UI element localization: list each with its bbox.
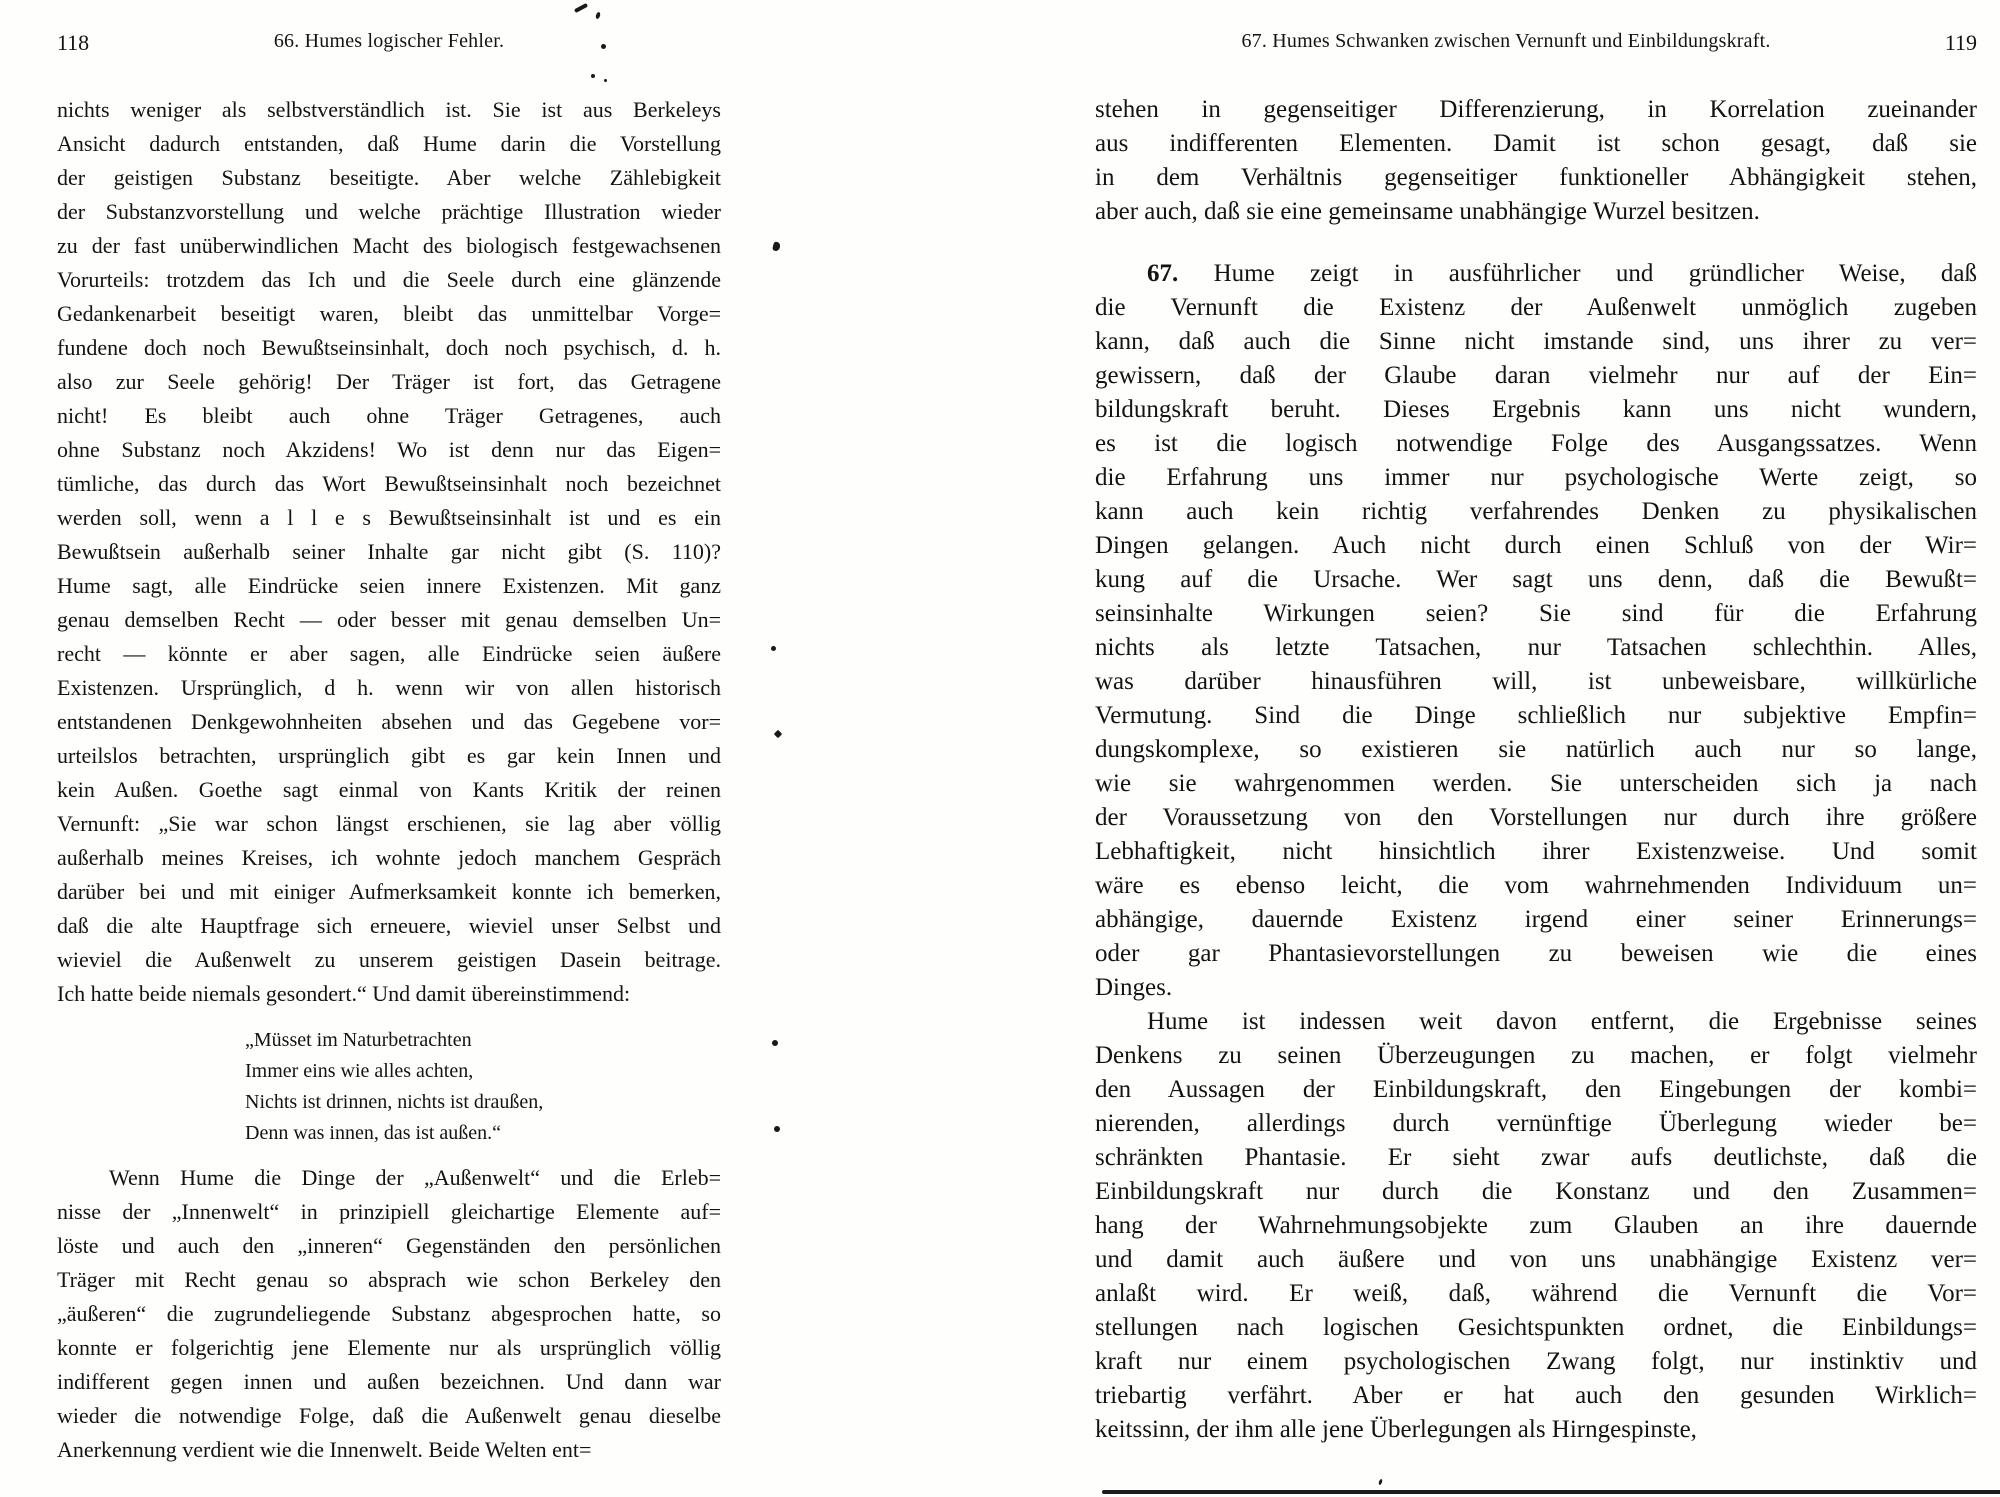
text-line: kann auch kein richtig verfahrendes Denken zu physikalischen <box>1095 498 1977 525</box>
text-line: nichts als letzte Tatsachen, nur Tatsachen schlechthin. Alles, <box>1095 634 1977 661</box>
text-line: Nichts ist drinnen, nichts ist draußen, <box>245 1091 544 1113</box>
text-line: „äußeren“ die zugrundeliegende Substanz abgesprochen hatte, so <box>57 1301 721 1326</box>
scan-edge-line <box>1102 1490 2000 1494</box>
text-line: recht — könnte er aber sagen, alle Eindrücke seien äußere <box>57 641 721 666</box>
text-line: Dinges. <box>1095 974 1173 1001</box>
text-line: nichts weniger als selbstverständlich ist. Sie ist aus Berkeleys <box>57 97 721 122</box>
ink-speck <box>774 1126 780 1132</box>
chapter-title: 66. Humes logischer Fehler. <box>273 30 505 52</box>
text-line: zu der fast unüberwindlichen Macht des biologisch festgewachsenen <box>57 233 721 258</box>
text-line: nicht! Es bleibt auch ohne Träger Getragenes, auch <box>57 403 721 428</box>
ink-speck <box>601 44 606 49</box>
text-line: Existenzen. Ursprünglich, d h. wenn wir von allen historisch <box>57 675 721 700</box>
text-line: Vermutung. Sind die Dinge schließlich nur subjektive Empfin= <box>1095 702 1977 729</box>
ink-speck <box>604 79 607 82</box>
text-line: „Müsset im Naturbetrachten <box>245 1029 472 1051</box>
text-line: keitssinn, der ihm alle jene Überlegungen als Hirngespinste, <box>1095 1416 1697 1443</box>
text-line: Vorurteils: trotzdem das Ich und die Seele durch eine glänzende <box>57 267 721 292</box>
paragraph <box>1095 257 1977 1005</box>
text-line: kung auf die Ursache. Wer sagt uns denn, daß die Bewußt= <box>1095 566 1977 593</box>
text-line: Einbildungskraft nur durch die Konstanz und den Zusammen= <box>1095 1178 1977 1205</box>
text-line: wieder die notwendige Folge, daß die Außenwelt genau dieselbe <box>57 1403 721 1428</box>
text-line: Hume ist indessen weit davon entfernt, die Ergebnisse seines <box>1147 1008 1977 1035</box>
text-line: in dem Verhältnis gegenseitiger funktioneller Abhängigkeit stehen, <box>1095 164 1977 191</box>
paragraph <box>1095 93 1977 229</box>
page-body <box>57 93 721 1467</box>
text-line: seinsinhalte Wirkungen seien? Sie sind für die Erfahrung <box>1095 600 1977 627</box>
verse-block <box>245 1025 721 1149</box>
ink-speck <box>772 1040 778 1046</box>
text-line: nisse der „Innenwelt“ in prinzipiell gleichartige Elemente auf= <box>57 1199 721 1224</box>
text-line: daß die alte Hauptfrage sich erneuere, wieviel unser Selbst und <box>57 913 721 938</box>
text-line: Ich hatte beide niemals gesondert.“ Und damit übereinstimmend: <box>57 981 631 1006</box>
text-line: Anerkennung verdient wie die Innenwelt. Beide Welten ent= <box>57 1437 592 1462</box>
text-line: löste und auch den „inneren“ Gegenständen den persönlichen <box>57 1233 721 1258</box>
text-line: dungskomplexe, so existieren sie natürlich auch nur so lange, <box>1095 736 1977 763</box>
ink-speck <box>591 74 595 78</box>
text-line: schränkten Phantasie. Er sieht zwar aufs deutlichste, daß die <box>1095 1144 1977 1171</box>
text-line: anlaßt wird. Er weiß, daß, während die Vernunft die Vor= <box>1095 1280 1977 1307</box>
text-line: bildungskraft beruht. Dieses Ergebnis kann uns nicht wundern, <box>1095 396 1977 423</box>
text-line: Wenn Hume die Dinge der „Außenwelt“ und die Erleb= <box>109 1165 721 1190</box>
page-header <box>1095 30 1977 64</box>
text-line: der Voraussetzung von den Vorstellungen nur durch ihre größere <box>1095 804 1977 831</box>
text-line: Gedankenarbeit beseitigt waren, bleibt das unmittelbar Vorge= <box>57 301 721 326</box>
ink-speck <box>774 730 782 738</box>
text-line: abhängige, dauernde Existenz irgend einer seiner Erinnerungs= <box>1095 906 1977 933</box>
text-line: Hume sagt, alle Eindrücke seien innere Existenzen. Mit ganz <box>57 573 721 598</box>
text-line: Träger mit Recht genau so absprach wie schon Berkeley den <box>57 1267 721 1292</box>
paragraph <box>57 1161 721 1467</box>
text-line: nierenden, allerdings durch vernünftige Überlegung wieder be= <box>1095 1110 1977 1137</box>
page-118 <box>57 30 721 1467</box>
text-line: stehen in gegenseitiger Differenzierung, in Korrelation zueinander <box>1095 96 1977 123</box>
text-line: der geistigen Substanz beseitigte. Aber welche Zählebigkeit <box>57 165 721 190</box>
page-header <box>57 30 721 64</box>
text-line: die Erfahrung uns immer nur psychologische Werte zeigt, so <box>1095 464 1977 491</box>
text-line: Vernunft: „Sie war schon längst erschienen, sie lag aber völlig <box>57 811 721 836</box>
chapter-title: 67. Humes Schwanken zwischen Vernunft und Einbildungskraft. <box>1241 30 1771 52</box>
text-line: wie sie wahrgenommen werden. Sie unterscheiden sich ja nach <box>1095 770 1977 797</box>
text-line: ohne Substanz noch Akzidens! Wo ist denn nur das Eigen= <box>57 437 721 462</box>
text-line: die Vernunft die Existenz der Außenwelt unmöglich zugeben <box>1095 294 1977 321</box>
text-line: darüber bei und mit einiger Aufmerksamkeit konnte ich bemerken, <box>57 879 721 904</box>
paragraph <box>57 93 721 1011</box>
text-line: Denkens zu seinen Überzeugungen zu machen, er folgt vielmehr <box>1095 1042 1977 1069</box>
ink-speck <box>771 646 776 651</box>
text-line: aus indifferenten Elementen. Damit ist schon gesagt, daß sie <box>1095 130 1977 157</box>
page-119 <box>1095 30 1977 1447</box>
text-line: wieviel die Außenwelt zu unserem geistigen Dasein beitrage. <box>57 947 721 972</box>
text-line: stellungen nach logischen Gesichtspunkten ordnet, die Einbildungs= <box>1095 1314 1977 1341</box>
text-line: Lebhaftigkeit, nicht hinsichtlich ihrer Existenzweise. Und somit <box>1095 838 1977 865</box>
page-number: 119 <box>1944 30 1977 55</box>
page-number: 118 <box>57 30 90 55</box>
text-line: Bewußtsein außerhalb seiner Inhalte gar nicht gibt (S. 110)? <box>57 539 721 564</box>
text-line: konnte er folgerichtig jene Elemente nur als ursprünglich völlig <box>57 1335 721 1360</box>
text-line: außerhalb meines Kreises, ich wohnte jedoch manchem Gespräch <box>57 845 721 870</box>
section-number: 67. <box>1147 260 1214 287</box>
text-line: kein Außen. Goethe sagt einmal von Kants Kritik der reinen <box>57 777 721 802</box>
text-line: hang der Wahrnehmungsobjekte zum Glauben an ihre dauernde <box>1095 1212 1977 1239</box>
text-line: Dingen gelangen. Auch nicht durch einen Schluß von der Wir= <box>1095 532 1977 559</box>
text-line: also zur Seele gehörig! Der Träger ist fort, das Getragene <box>57 369 721 394</box>
text-line: triebartig verfährt. Aber er hat auch den gesunden Wirklich= <box>1095 1382 1977 1409</box>
text-line: kann, daß auch die Sinne nicht imstande sind, uns ihrer zu ver= <box>1095 328 1977 355</box>
text-line: entstandenen Denkgewohnheiten absehen und das Gegebene vor= <box>57 709 721 734</box>
text-line: werden soll, wenn a l l e s Bewußtseinsinhalt ist und es ein <box>57 505 721 530</box>
page-body <box>1095 93 1977 1447</box>
text-line: wäre es ebenso leicht, die vom wahrnehmenden Individuum un= <box>1095 872 1977 899</box>
text-line: es ist die logisch notwendige Folge des Ausgangssatzes. Wenn <box>1095 430 1977 457</box>
text-line: und damit auch äußere und von uns unabhängige Existenz ver= <box>1095 1246 1977 1273</box>
text-line: was darüber hinausführen will, ist unbeweisbare, willkürliche <box>1095 668 1977 695</box>
ink-speck <box>772 241 781 251</box>
text-line: gewissern, daß der Glaube daran vielmehr nur auf der Ein= <box>1095 362 1977 389</box>
text-line: tümliche, das durch das Wort Bewußtseinsinhalt noch bezeichnet <box>57 471 721 496</box>
text-line: oder gar Phantasievorstellungen zu beweisen wie die eines <box>1095 940 1977 967</box>
ink-speck <box>1378 1479 1383 1486</box>
text-line: indifferent gegen innen und außen bezeichnen. Und dann war <box>57 1369 721 1394</box>
ink-speck <box>595 12 601 20</box>
text-line: der Substanzvorstellung und welche prächtige Illustration wieder <box>57 199 721 224</box>
text-line: 67. Hume zeigt in ausführlicher und gründlicher Weise, daß <box>1147 260 1978 287</box>
text-line: Denn was innen, das ist außen.“ <box>245 1122 502 1144</box>
text-line: urteilslos betrachten, ursprünglich gibt es gar kein Innen und <box>57 743 721 768</box>
text-line: kraft nur einem psychologischen Zwang folgt, nur instinktiv und <box>1095 1348 1977 1375</box>
text-line: fundene doch noch Bewußtseinsinhalt, doch noch psychisch, d. h. <box>57 335 721 360</box>
text-line: Immer eins wie alles achten, <box>245 1060 474 1082</box>
text-line: den Aussagen der Einbildungskraft, den Eingebungen der kombi= <box>1095 1076 1977 1103</box>
text-line: aber auch, daß sie eine gemeinsame unabhängige Wurzel besitzen. <box>1095 198 1760 225</box>
ink-speck <box>574 3 588 13</box>
paragraph <box>1095 1005 1977 1447</box>
text-line: genau demselben Recht — oder besser mit genau demselben Un= <box>57 607 721 632</box>
text-line: Ansicht dadurch entstanden, daß Hume darin die Vorstellung <box>57 131 721 156</box>
